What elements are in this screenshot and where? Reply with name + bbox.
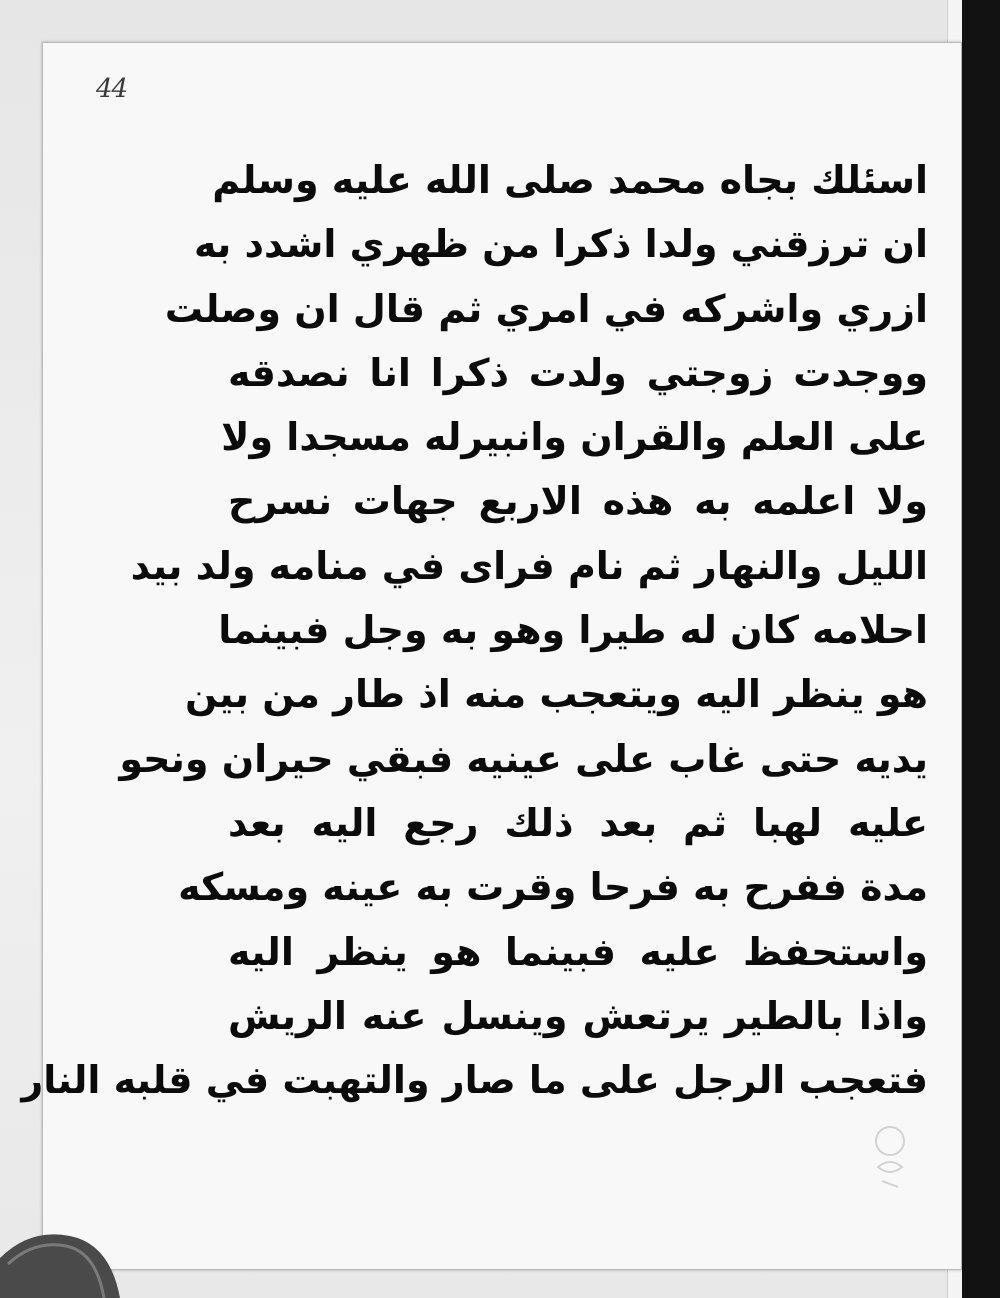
manuscript-text-block (21, 148, 928, 1112)
manuscript-line: اسئلك بجاه محمد صلى الله عليه وسلم (212, 158, 928, 202)
binding-edge (962, 0, 1000, 1298)
manuscript-line: على العلم والقران وانبيرله مسجدا ولا (221, 415, 928, 460)
manuscript-line: ازري واشركه في امري ثم قال ان وصلت (164, 286, 928, 331)
manuscript-line: الليل والنهار ثم نام فراى في منامه ولد بيد (130, 543, 928, 588)
manuscript-line: فتعجب الرجل على ما صار والتهبت في قلبه النار (21, 1058, 928, 1103)
manuscript-line: ولا اعلمه به هذه الاربع جهات نسرح (228, 479, 928, 524)
manuscript-line: عليه لهبا ثم بعد ذلك رجع اليه بعد (228, 800, 928, 845)
scanner-thumb (0, 1228, 140, 1298)
manuscript-line: ان ترزقني ولدا ذكرا من ظهري اشدد به (193, 222, 928, 267)
manuscript-line: واستحفظ عليه فبينما هو ينظر اليه (228, 929, 928, 974)
manuscript-line: يديه حتى غاب على عينيه فبقي حيران ونحو (119, 736, 928, 781)
faint-stamp-mark (860, 1115, 920, 1195)
manuscript-line: هو ينظر اليه ويتعجب منه اذ طار من بين (184, 672, 928, 717)
manuscript-line: ووجدت زوجتي ولدت ذكرا انا نصدقه (228, 350, 928, 395)
page-number: 44 (96, 74, 128, 104)
manuscript-line: احلامه كان له طيرا وهو به وجل فبينما (218, 608, 928, 653)
manuscript-line: واذا بالطير يرتعش وينسل عنه الريش (228, 993, 928, 1038)
manuscript-line: مدة ففرح به فرحا وقرت به عينه ومسكه (178, 865, 928, 910)
